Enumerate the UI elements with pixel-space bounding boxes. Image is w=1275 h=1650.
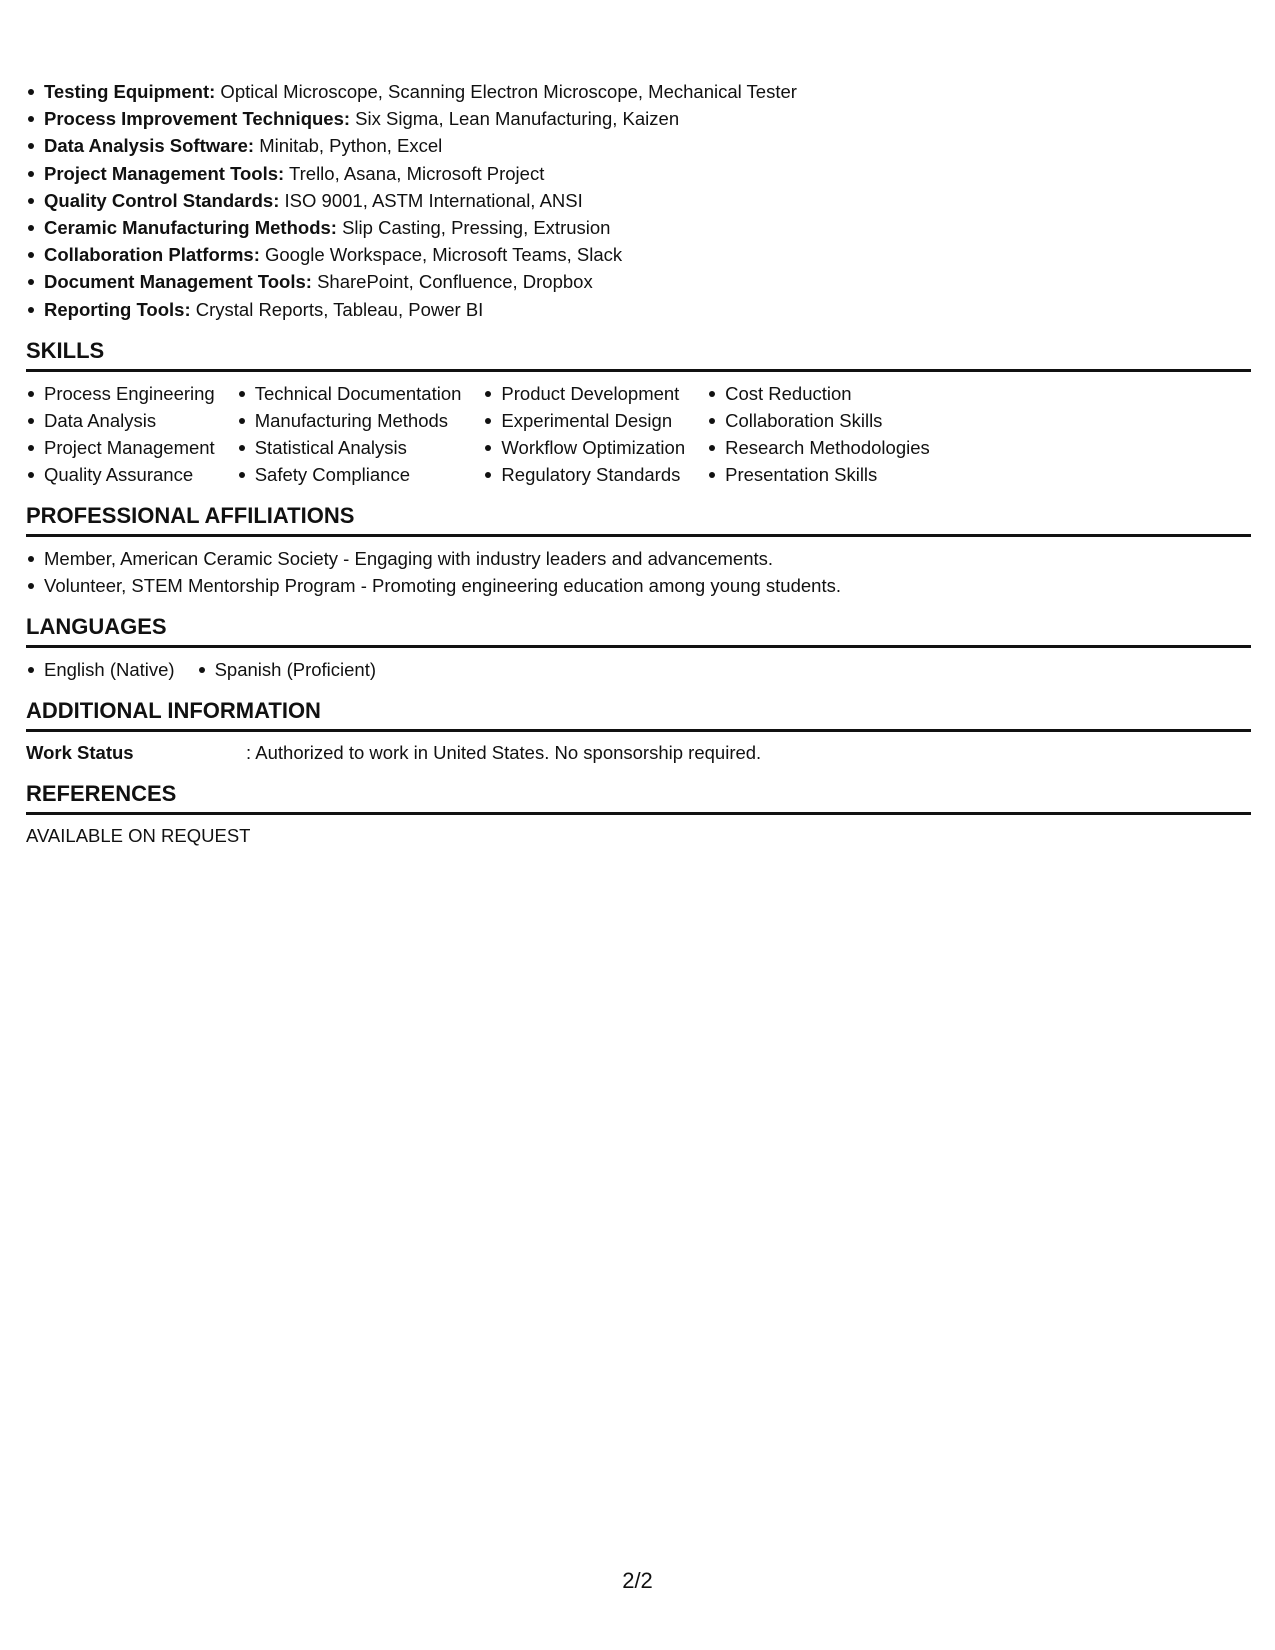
affiliations-heading: PROFESSIONAL AFFILIATIONS <box>26 502 1251 537</box>
language-item: Spanish (Proficient) <box>197 656 376 683</box>
tools-item-label: Testing Equipment: <box>44 81 216 102</box>
tools-item-label: Process Improvement Techniques: <box>44 108 351 130</box>
tools-item-data-analysis-software <box>26 132 1251 159</box>
skill-item: Product Development <box>483 380 685 407</box>
tools-item-label: Document Management Tools: <box>44 271 312 293</box>
tools-item-value: Minitab, Python, Excel <box>254 135 443 157</box>
tools-item-value: Slip Casting, Pressing, Extrusion <box>336 217 611 239</box>
tools-item-collaboration-platforms <box>26 241 1251 268</box>
tools-item-label: Quality Control Standards: <box>44 189 280 211</box>
references-text: AVAILABLE ON REQUEST <box>26 824 251 846</box>
tools-item-quality-control-standards <box>26 187 1251 214</box>
resume-page <box>26 78 1251 849</box>
skill-item: Quality Assurance <box>26 461 215 488</box>
references-section <box>26 780 1251 849</box>
tools-item-process-improvement <box>26 105 1251 132</box>
skill-item: Workflow Optimization <box>483 434 685 461</box>
tools-list <box>26 78 1251 323</box>
skills-column <box>483 380 685 488</box>
references-heading: REFERENCES <box>26 780 1251 815</box>
languages-heading: LANGUAGES <box>26 613 1251 648</box>
skills-section <box>26 337 1251 488</box>
skill-item: Collaboration Skills <box>707 407 930 434</box>
languages-section <box>26 613 1251 683</box>
tools-item-value: Optical Microscope, Scanning Electron Microscope, Mechanical Tester <box>215 81 797 102</box>
skills-grid <box>26 380 1251 488</box>
page-number: 2/2 <box>622 1568 653 1593</box>
language-item: English (Native) <box>26 656 175 683</box>
skills-column <box>237 380 462 488</box>
work-status-value: : Authorized to work in United States. No sponsorship required. <box>246 741 762 763</box>
skill-item: Process Engineering <box>26 380 215 407</box>
skill-item: Technical Documentation <box>237 380 462 407</box>
languages-list <box>26 656 1251 683</box>
tools-item-value: ISO 9001, ASTM International, ANSI <box>279 189 583 211</box>
tools-item-value: SharePoint, Confluence, Dropbox <box>311 271 593 293</box>
affiliations-section <box>26 502 1251 599</box>
tools-item-document-management <box>26 268 1251 295</box>
skill-item: Data Analysis <box>26 407 215 434</box>
tools-item-label: Data Analysis Software: <box>44 135 255 157</box>
tools-item-label: Project Management Tools: <box>44 162 285 184</box>
tools-item-value: Six Sigma, Lean Manufacturing, Kaizen <box>350 108 680 130</box>
skill-item: Regulatory Standards <box>483 461 685 488</box>
tools-item-value: Trello, Asana, Microsoft Project <box>284 162 545 184</box>
tools-item-testing-equipment <box>26 78 1251 105</box>
tools-item-value: Google Workspace, Microsoft Teams, Slack <box>259 244 623 266</box>
skill-item: Experimental Design <box>483 407 685 434</box>
skill-item: Research Methodologies <box>707 434 930 461</box>
skill-item: Safety Compliance <box>237 461 462 488</box>
tools-item-label: Reporting Tools: <box>44 298 191 320</box>
skill-item: Statistical Analysis <box>237 434 462 461</box>
tools-item-label: Ceramic Manufacturing Methods: <box>44 217 337 239</box>
affiliation-item: Volunteer, STEM Mentorship Program - Promoting engineering education among young students. <box>26 572 1251 599</box>
tools-item-reporting-tools <box>26 296 1251 323</box>
tools-item-label: Collaboration Platforms: <box>44 244 260 266</box>
affiliations-list <box>26 545 1251 599</box>
work-status-label: Work Status <box>26 741 134 763</box>
skill-item: Presentation Skills <box>707 461 930 488</box>
affiliation-item: Member, American Ceramic Society - Engaging with industry leaders and advancements. <box>26 545 1251 572</box>
tools-item-value: Crystal Reports, Tableau, Power BI <box>190 298 484 320</box>
skills-heading: SKILLS <box>26 337 1251 372</box>
work-status-row <box>26 740 1251 766</box>
tools-item-ceramic-manufacturing <box>26 214 1251 241</box>
skill-item: Project Management <box>26 434 215 461</box>
additional-info-heading: ADDITIONAL INFORMATION <box>26 697 1251 732</box>
additional-info-section <box>26 697 1251 766</box>
tools-item-project-management-tools <box>26 160 1251 187</box>
skill-item: Cost Reduction <box>707 380 930 407</box>
skills-column <box>26 380 215 488</box>
skill-item: Manufacturing Methods <box>237 407 462 434</box>
skills-column <box>707 380 930 488</box>
